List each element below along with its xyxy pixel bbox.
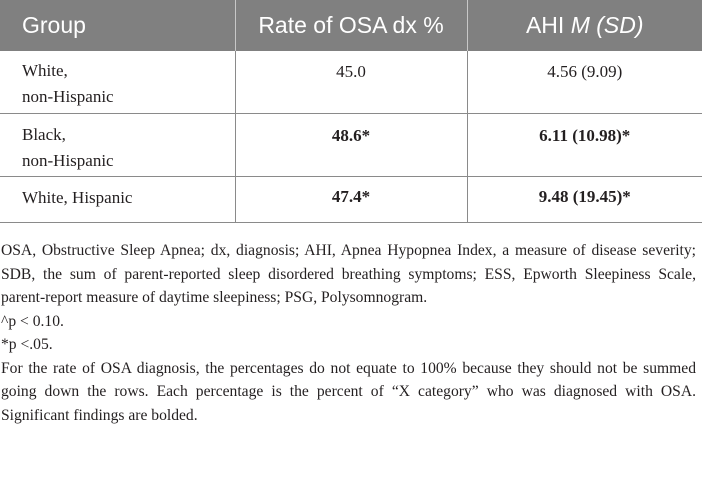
table-footnotes bbox=[1, 239, 696, 427]
cell-rate: 47.4* bbox=[235, 176, 467, 222]
osa-rates-table bbox=[0, 0, 702, 223]
header-rate: Rate of OSA dx % bbox=[235, 0, 467, 51]
footnote-note: For the rate of OSA diagnosis, the percentages do not equate to 100% because they should not be summed going down the rows. Each percentage is the percent of “X category” who was diagnosed with OSA. Significant findings are bolded. bbox=[1, 359, 696, 424]
header-group: Group bbox=[0, 0, 235, 51]
cell-group bbox=[0, 51, 235, 113]
footnote-abbreviations: OSA, Obstructive Sleep Apnea; dx, diagnosis; AHI, Apnea Hypopnea Index, a measure of disease severity; SDB, the sum of parent-reported sleep disordered breathing symptoms; ESS, Epworth Sleepiness Scale, parent-report measure of daytime sleepiness; PSG, Polysomnogram. bbox=[1, 242, 696, 306]
footnote-significant: *p <.05. bbox=[1, 336, 53, 353]
header-ahi-prefix: AHI bbox=[525, 12, 571, 38]
group-line2: non-Hispanic bbox=[22, 87, 114, 106]
group-line2: non-Hispanic bbox=[22, 150, 114, 170]
table-row bbox=[0, 113, 702, 176]
cell-ahi: 6.11 (10.98)* bbox=[467, 113, 702, 176]
cell-ahi: 4.56 (9.09) bbox=[467, 51, 702, 113]
results-table-container bbox=[0, 0, 702, 223]
group-line1: White, bbox=[22, 61, 68, 80]
table-row bbox=[0, 176, 702, 222]
cell-group bbox=[0, 113, 235, 176]
table-row bbox=[0, 51, 702, 113]
group-line1: White, Hispanic bbox=[22, 187, 133, 207]
cell-group bbox=[0, 176, 235, 222]
cell-ahi: 9.48 (19.45)* bbox=[467, 176, 702, 222]
footnote-trend: ^p < 0.10. bbox=[1, 312, 64, 330]
group-line1: Black, bbox=[22, 124, 66, 144]
header-ahi-italic: M (SD) bbox=[570, 12, 644, 38]
cell-rate: 45.0 bbox=[235, 51, 467, 113]
header-ahi bbox=[467, 0, 702, 51]
cell-rate: 48.6* bbox=[235, 113, 467, 176]
table-header-row bbox=[0, 0, 702, 51]
